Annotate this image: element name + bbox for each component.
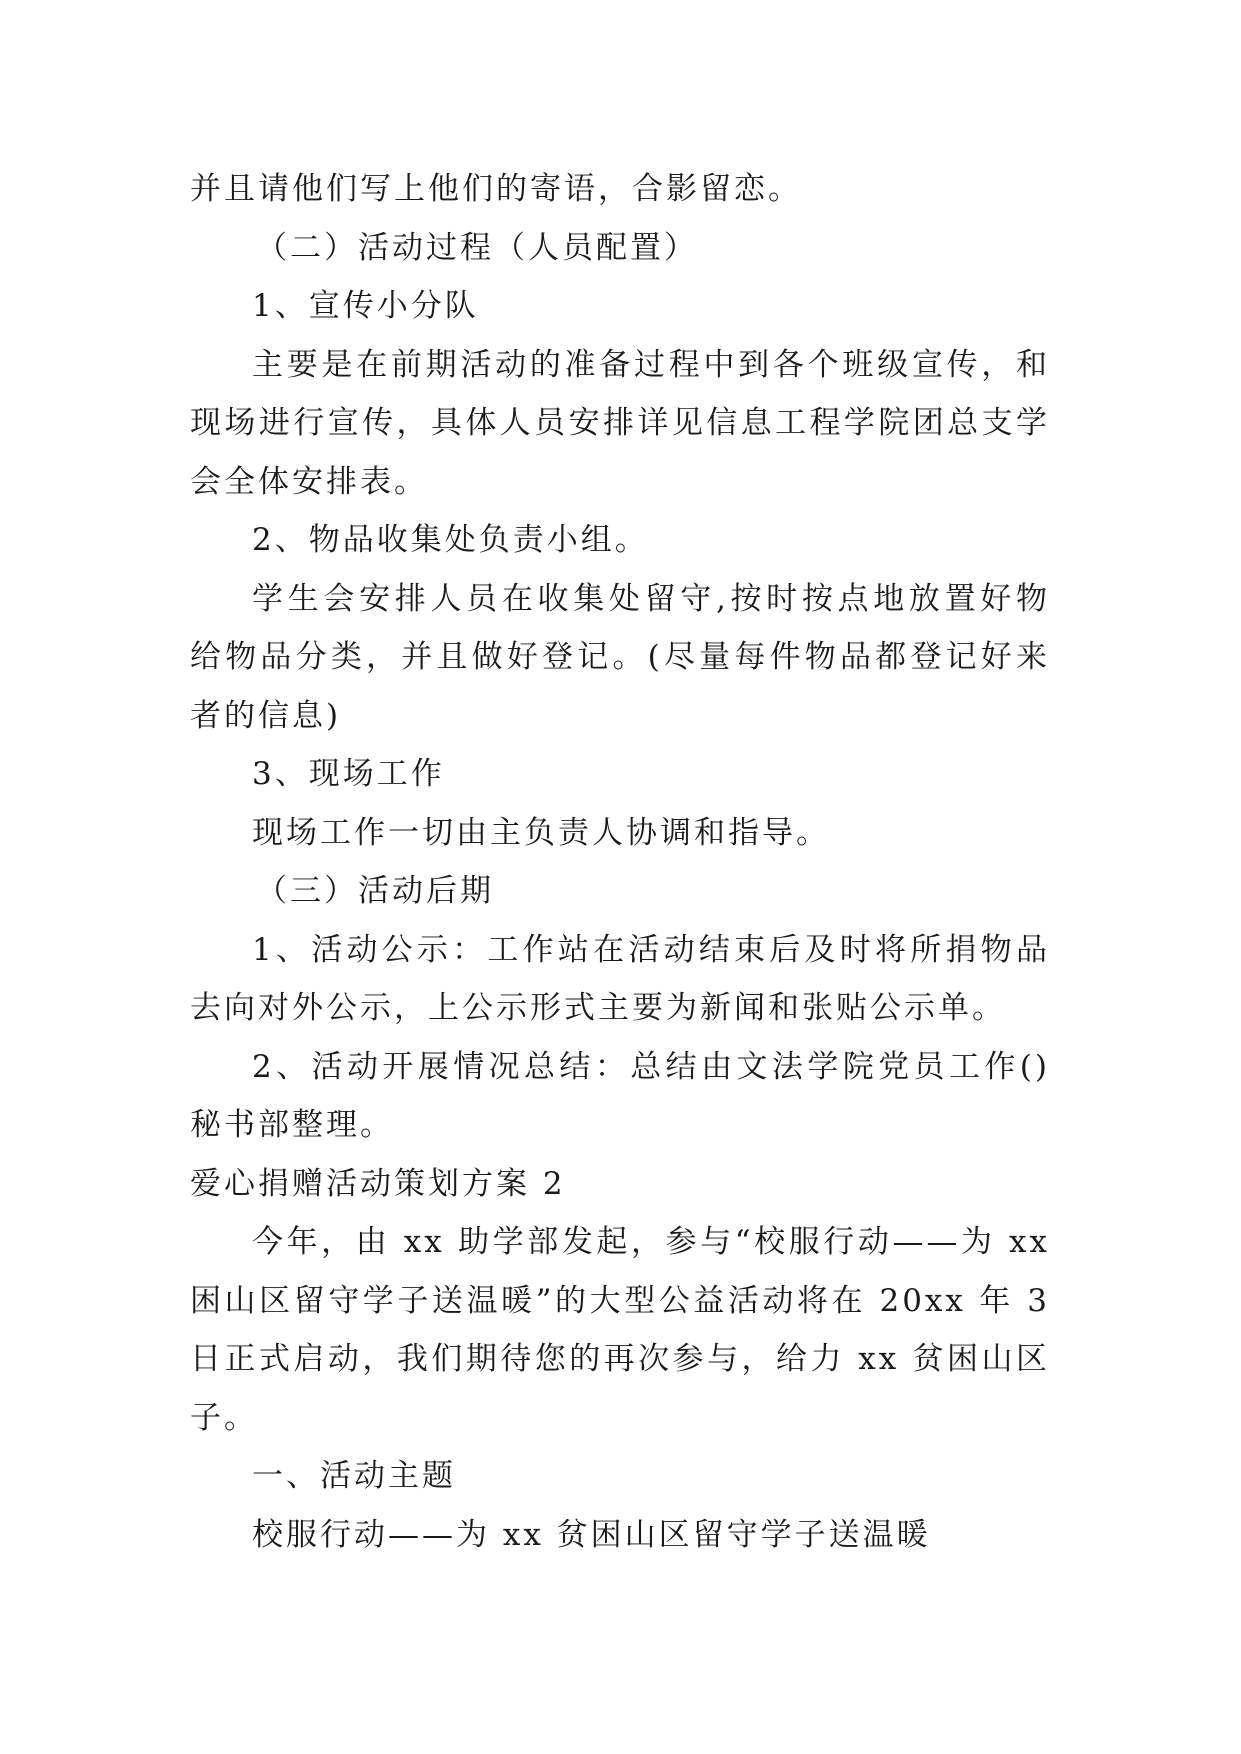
subsection-heading: 1、宣传小分队	[252, 288, 479, 324]
text-line: 会全体安排表。	[190, 463, 428, 500]
text-line: 今年，由 xx 助学部发起，参与“校服行动——为 xx	[252, 1224, 1050, 1260]
text-line: 2、活动开展情况总结：总结由文法学院党员工作()	[252, 1048, 1050, 1085]
section-heading: 一、活动主题	[252, 1458, 456, 1494]
text-line: 校服行动——为 xx 贫困山区留守学子送温暖	[252, 1516, 931, 1553]
text-line: 1、活动公示：工作站在活动结束后及时将所捐物品	[252, 931, 1050, 968]
text-line: 给物品分类，并且做好登记。(尽量每件物品都登记好来	[190, 639, 1050, 675]
document-title: 爱心捐赠活动策划方案 2	[190, 1165, 566, 1202]
text-line: 日正式启动，我们期待您的再次参与，给力 xx 贫困山区	[190, 1341, 1050, 1377]
text-line: 者的信息)	[190, 697, 342, 734]
text-line: 秘书部整理。	[190, 1107, 394, 1143]
document-body	[190, 160, 1050, 1564]
section-heading: （二）活动过程（人员配置）	[256, 229, 698, 266]
text-line: 并且请他们写上他们的寄语，合影留恋。	[190, 171, 802, 207]
text-line: 去向对外公示，上公示形式主要为新闻和张贴公示单。	[190, 990, 1006, 1026]
text-line: 困山区留守学子送温暖”的大型公益活动将在 20xx 年 3	[190, 1282, 1050, 1319]
text-line: 子。	[190, 1399, 258, 1436]
section-heading: （三）活动后期	[256, 873, 494, 909]
subsection-heading: 2、物品收集处负责小组。	[252, 522, 649, 558]
text-line: 学生会安排人员在收集处留守,按时按点地放置好物	[252, 580, 1050, 617]
subsection-heading: 3、现场工作	[252, 756, 445, 792]
text-line: 现场进行宣传，具体人员安排详见信息工程学院团总支学	[190, 405, 1050, 441]
text-line: 主要是在前期活动的准备过程中到各个班级宣传，和	[252, 346, 1050, 383]
text-line: 现场工作一切由主负责人协调和指导。	[252, 814, 830, 851]
